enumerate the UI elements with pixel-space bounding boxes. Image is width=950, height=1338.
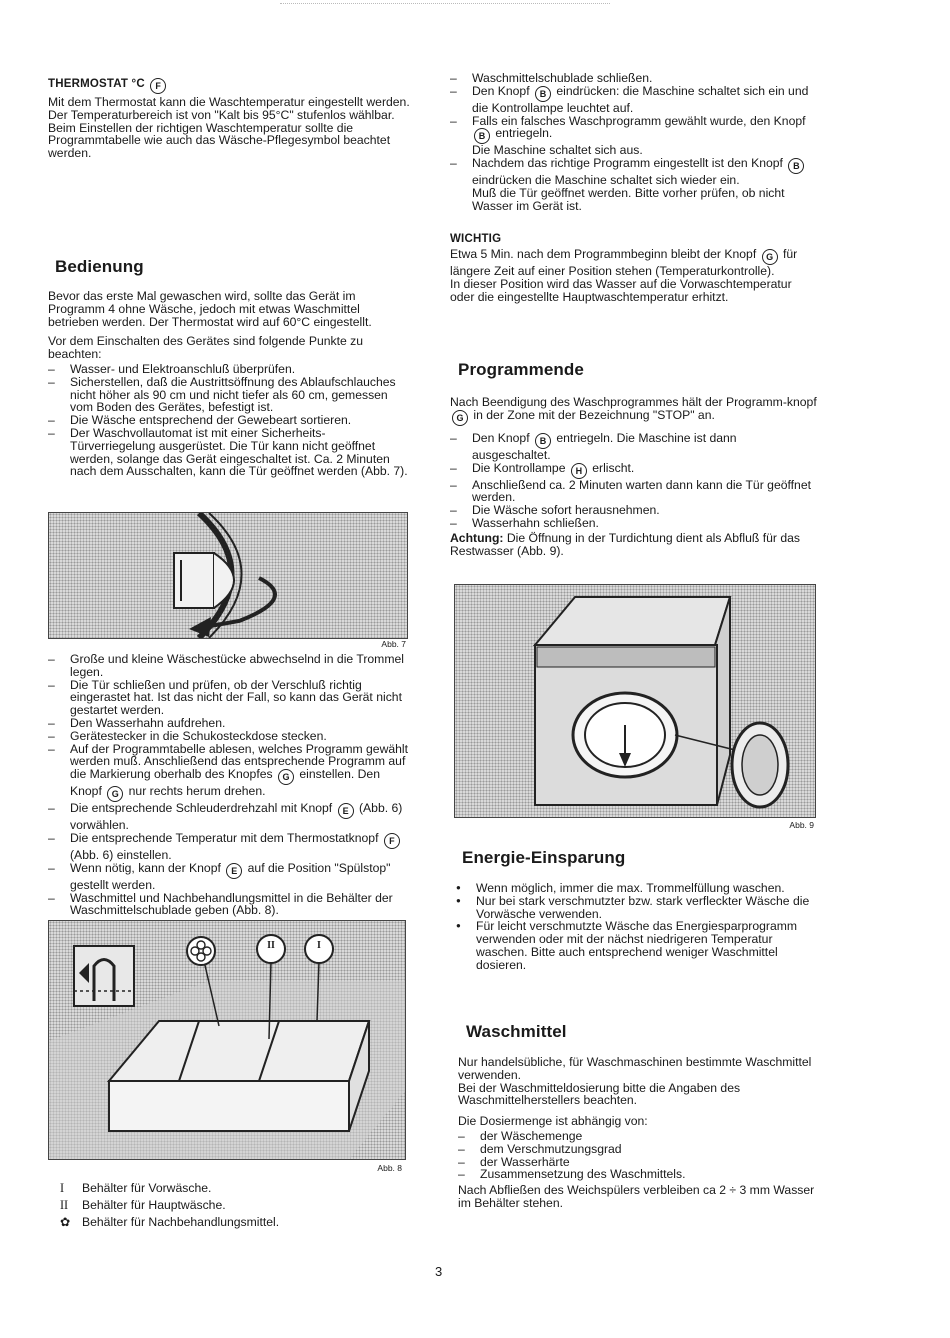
knob-b-icon: B: [535, 86, 551, 102]
wichtig-heading: WICHTIG: [450, 233, 502, 245]
wichtig-section: [450, 233, 818, 303]
list-item: – Wasserhahn schließen.: [450, 517, 818, 530]
knob-b-icon: B: [474, 128, 490, 144]
figure-7-caption: Abb. 7: [381, 639, 406, 649]
list-item: – Die Wäsche sofort herausnehmen.: [450, 504, 818, 517]
knob-g-icon: G: [278, 769, 294, 785]
programmende-heading: Programmende: [458, 360, 584, 379]
list-item: – Die Tür schließen und prüfen, ob der Verschluß richtig eingerastet hat. Ist das nicht der Fall, so kann das Gerät nicht gestartet werden.: [48, 679, 410, 717]
washing-machine-illustration: [455, 585, 815, 817]
legend-row: ✿ Behälter für Nachbehandlungsmittel.: [60, 1215, 280, 1229]
list-item: – Große und kleine Wäschestücke abwechselnd in die Trommel legen.: [48, 653, 410, 679]
waschmittel-heading: Waschmittel: [466, 1022, 567, 1041]
knob-f-icon: F: [150, 78, 166, 94]
list-item: ● Wenn möglich, immer die max. Trommelfüllung waschen.: [452, 882, 818, 895]
list-item: – der Wasserhärte: [458, 1156, 818, 1169]
list-item: – Die entsprechende Schleuderdrehzahl mit Knopf E (Abb. 6) vorwählen.: [48, 802, 410, 832]
knob-g-icon: G: [762, 249, 778, 265]
programmende-section: [450, 396, 818, 557]
thermostat-heading: THERMOSTAT °C F: [48, 78, 410, 94]
achtung-note: Achtung: Die Öffnung in der Turdichtung dient als Abfluß für das Restwasser (Abb. 9).: [450, 530, 800, 558]
knob-g-icon: G: [452, 410, 468, 426]
waschmittel-paragraph-3: Die Dosiermenge ist abhängig von:: [458, 1114, 648, 1129]
list-item: – Falls ein falsches Waschprogramm gewählt wurde, den Knopf B entriegeln. Die Maschine schaltet sich aus.: [450, 115, 818, 158]
figure-8-legend: [60, 1180, 400, 1231]
list-item: – dem Verschmutzungsgrad: [458, 1143, 818, 1156]
knob-g-icon: G: [107, 786, 123, 802]
waschmittel-paragraph-4: Nach Abfließen des Weichspülers verbleiben ca 2 ÷ 3 mm Wasser im Behälter stehen.: [458, 1183, 815, 1210]
flower-icon: ✿: [60, 1215, 71, 1229]
legend-row: I Behälter für Vorwäsche.: [60, 1181, 212, 1195]
list-item: – Die entsprechende Temperatur mit dem Thermostatknopf F (Abb. 6) einstellen.: [48, 832, 410, 862]
list-item: – Sicherstellen, daß die Austrittsöffnung des Ablaufschlauches nicht höher als 90 cm und nicht tiefer als 60 cm, gemessen vom Boden des Gerätes, befestigt ist.: [48, 376, 410, 414]
list-item: – Nachdem das richtige Programm eingestellt ist den Knopf B eindrücken die Maschine schaltet sich wieder ein. Muß die Tür geöffnet werden. Bitte vorher prüfen, ob nicht Wasser im Gerät ist.: [450, 157, 818, 212]
list-item: – Den Wasserhahn aufdrehen.: [48, 717, 410, 730]
bedienung-intro: [48, 290, 410, 478]
scan-edge-line: [280, 3, 610, 4]
compartment-i-label: I: [317, 940, 321, 951]
knob-b-icon: B: [788, 158, 804, 174]
knob-f-icon: F: [384, 833, 400, 849]
door-lock-illustration: [49, 513, 407, 638]
figure-8-caption: Abb. 8: [377, 1163, 402, 1173]
softener-flower-icon: [187, 937, 215, 965]
list-item: – Der Waschvollautomat ist mit einer Sicherheits-Türverriegelung ausgerüstet. Die Tür kann nicht geöffnet werden, solange das Gerät eingeschaltet ist. Ca. 2 Minuten nach dem Ausschalten, kann die Tür geöffnet werden (Abb. 7).: [48, 427, 410, 478]
list-item: – Waschmittelschublade schließen.: [450, 72, 818, 85]
page-number: 3: [435, 1264, 443, 1279]
bedienung-paragraph-1: Bevor das erste Mal gewaschen wird, sollte das Gerät im Programm 4 ohne Wäsche, jedoch mit etwas Waschmittel betrieben werden. Der Thermostat wird auf 60°C eingestellt.: [48, 289, 372, 329]
waschmittel-list: [458, 1130, 818, 1181]
list-item: – Die Wäsche entsprechend der Gewebeart sortieren.: [48, 414, 410, 427]
list-item: – Den Knopf B eindrücken: die Maschine schaltet sich ein und die Kontrollampe leuchtet auf.: [450, 85, 818, 115]
energie-list: [452, 882, 818, 972]
start-steps: [450, 72, 818, 213]
bedienung-steps-list: [48, 653, 410, 917]
list-item: – Auf der Programmtabelle ablesen, welches Programm gewählt werden muß. Anschließend das entsprechende Programm auf die Markierung oberhalb des Knopfes G einstellen. Den Knopf G nur rechts herum drehen.: [48, 743, 410, 803]
figure-7-door-lock: [48, 512, 408, 639]
waschmittel-paragraph-1: Nur handelsübliche, für Waschmaschinen bestimmte Waschmittel verwenden.: [458, 1055, 812, 1082]
list-item: – Wasser- und Elektroanschluß überprüfen.: [48, 363, 410, 376]
energie-section: [452, 882, 818, 972]
compartment-ii-label: II: [267, 940, 275, 951]
figure-8-detergent-drawer: [48, 920, 406, 1160]
bedienung-heading: Bedienung: [55, 257, 144, 276]
figure-9-caption: Abb. 9: [789, 820, 814, 830]
list-item: – Zusammensetzung des Waschmittels.: [458, 1168, 818, 1181]
wichtig-paragraph-1: Etwa 5 Min. nach dem Programmbeginn bleibt der Knopf G für längere Zeit auf einer Position stehen (Temperaturkontrolle).: [450, 247, 798, 278]
list-item: ● Für leicht verschmutzte Wäsche das Energiesparprogramm verwenden oder mit der nächst niedrigeren Temperatur waschen. Bitte auch entsprechend weniger Waschmittel dosieren.: [452, 920, 818, 971]
detergent-drawer-illustration: [49, 921, 405, 1159]
knob-b-icon: B: [535, 433, 551, 449]
thermostat-section: [48, 78, 410, 160]
bedienung-steps: [48, 653, 410, 917]
list-item: – Den Knopf B entriegeln. Die Maschine ist dann ausgeschaltet.: [450, 432, 818, 462]
waschmittel-paragraph-2: Bei der Waschmitteldosierung bitte die Angaben des Waschmittelherstellers beachten.: [458, 1080, 741, 1108]
list-item: – Gerätestecker in die Schukosteckdose stecken.: [48, 730, 410, 743]
figure-9-washing-machine: [454, 584, 816, 818]
knob-e-icon: E: [226, 863, 242, 879]
waschmittel-section: [458, 1056, 818, 1210]
start-steps-list: [450, 72, 818, 213]
list-item: ● Nur bei stark verschmutzter bzw. stark verfleckter Wäsche die Vorwäsche verwenden.: [452, 895, 818, 921]
thermostat-paragraph-2: Beim Einstellen der richtigen Waschtemperatur sollte die Programmtabelle wie auch das Wäsche-Pflegesymbol beachtet werden.: [48, 120, 391, 161]
list-item: – Waschmittel und Nachbehandlungsmittel in die Behälter der Waschmittelschublade geben (Abb. 8).: [48, 892, 410, 918]
knob-e-icon: E: [338, 803, 354, 819]
list-item: – der Wäschemenge: [458, 1130, 818, 1143]
energie-heading: Energie-Einsparung: [462, 848, 626, 867]
legend-row: II Behälter für Hauptwäsche.: [60, 1198, 226, 1212]
list-item: – Die Kontrollampe H erlischt.: [450, 462, 818, 479]
list-item: – Anschließend ca. 2 Minuten warten dann kann die Tür geöffnet werden.: [450, 479, 818, 505]
bedienung-paragraph-2: Vor dem Einschalten des Gerätes sind folgende Punkte zu beachten:: [48, 334, 364, 362]
lamp-h-icon: H: [571, 463, 587, 479]
thermostat-paragraph-1: Mit dem Thermostat kann die Waschtemperatur eingestellt werden. Der Temperaturbereich ist von "Kalt bis 95°C" stufenlos wählbar.: [48, 95, 410, 122]
list-item: – Wenn nötig, kann der Knopf E auf die Position "Spülstop" gestellt werden.: [48, 862, 410, 892]
programmende-paragraph: Nach Beendigung des Waschprogrammes hält der Programm-knopf G in der Zone mit der Bezeichnung "STOP" an.: [450, 396, 818, 426]
programmende-list: [450, 432, 818, 530]
bedienung-checklist: [48, 363, 410, 478]
wichtig-paragraph-2: In dieser Position wird das Wasser auf die Vorwaschtemperatur oder die eingestellte Hauptwaschtemperatur erhitzt.: [450, 276, 792, 304]
